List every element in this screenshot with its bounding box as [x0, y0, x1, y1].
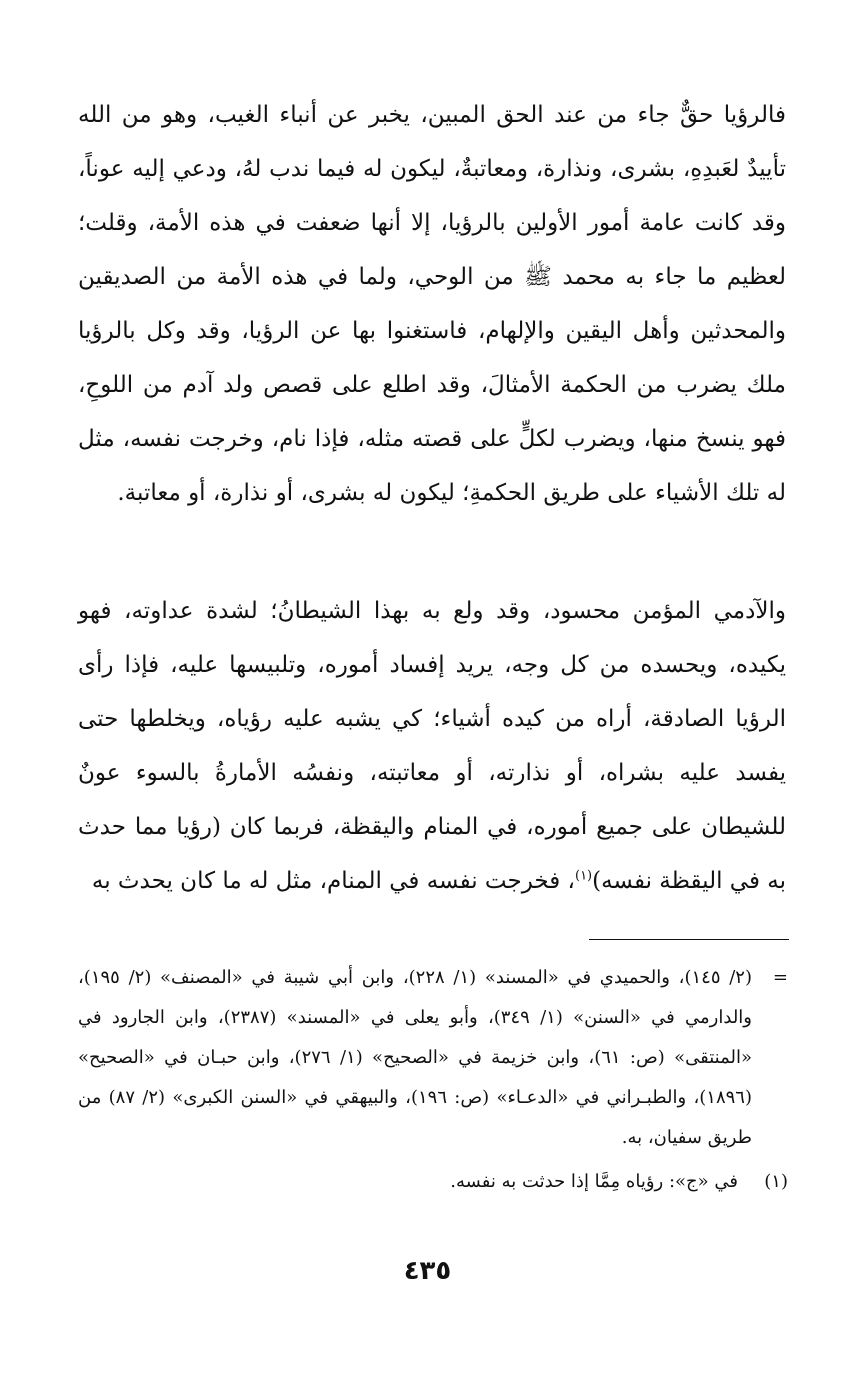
paragraph-1-text: فالرؤيا حقٌّ جاء من عند الحق المبين، يخبر عن أنباء الغيب، وهو من الله تأييدٌ لعَبدِهِ، بشرى، ونذارة، ومعاتبةٌ، ليكون له فيما ندب لهُ، ودعي إليه عوناً، وقد كانت عامة أمور الأولين بالرؤيا، إلا أنها ضعفت في هذه الأمة، وقلت؛ لعظيم ما جاء به محمد ﷺ من الوحي، ولما في هذه الأمة من الصديقين والمحدثين وأهل اليقين والإلهام، فاستغنوا بها عن الرؤيا، وقد وكل بالرؤيا ملك يضرب من الحكمة الأمثالَ، وقد اطلع على قصص ولد آدم من اللوحِ، فهو ينسخ منها، ويضرب لكلٍّ على قصته مثله، فإذا نام، وخرجت نفسه، مثل له تلك الأشياء على طريق الحكمةِ؛ ليكون له بشرى، أو نذارة، أو معاتبة. — [78, 102, 786, 506]
page-number: ٤٣٥ — [403, 1256, 452, 1286]
footnote-number: (١) — [764, 1171, 788, 1192]
footnote-separator — [589, 939, 789, 940]
continuation-marker: = — [772, 967, 788, 988]
footnote-item — [78, 1162, 788, 1202]
footnote-reference-1[interactable]: (١) — [574, 868, 593, 884]
body-paragraph-2 — [78, 584, 786, 908]
footnote-continuation-text: (٢/ ١٤٥)، والحميدي في «المسند» (١/ ٢٢٨)، وابن أبي شيبة في «المصنف» (٢/ ١٩٥)، والدارمي في «السنن» (١/ ٣٤٩)، وأبو يعلى في «المسند» (٢٣٨٧)، وابن الجارود في «المنتقى» (ص: ٦١)، وابن خزيمة في «الصحيح» (١/ ٢٧٦)، وابن حبـان في «الصحيح» (١٨٩٦)، والطبـراني في «الدعـاء» (ص: ١٩٦)، والبيهقي في «السنن الكبرى» (٢/ ٨٧) من طريق سفيان، به. — [78, 967, 752, 1148]
body-paragraph-1 — [78, 88, 786, 520]
paragraph-2-tail: ، فخرجت نفسه في المنام، مثل له ما كان يحدث به — [91, 868, 575, 894]
footnotes-section — [78, 958, 788, 1202]
footnote-continuation — [78, 958, 788, 1158]
paragraph-2-text: والآدمي المؤمن محسود، وقد ولع به بهذا الشيطانُ؛ لشدة عداوته، فهو يكيده، ويحسده من كل وجه، يريد إفساد أموره، وتلبيسها عليه، فإذا رأى الرؤيا الصادقة، أراه من كيده أشياء؛ كي يشبه عليه رؤياه، ويخلطها حتى يفسد عليه بشراه، أو نذارته، أو معاتبته، ونفسُه الأمارةُ بالسوء عونٌ للشيطان على جميع أموره، في المنام واليقظة، فربما كان (رؤيا مما حدث به في اليقظة نفسه) — [78, 598, 786, 894]
footnote-text: في «ج»: رؤياه مِمَّا إذا حدثت به نفسه. — [450, 1171, 738, 1192]
